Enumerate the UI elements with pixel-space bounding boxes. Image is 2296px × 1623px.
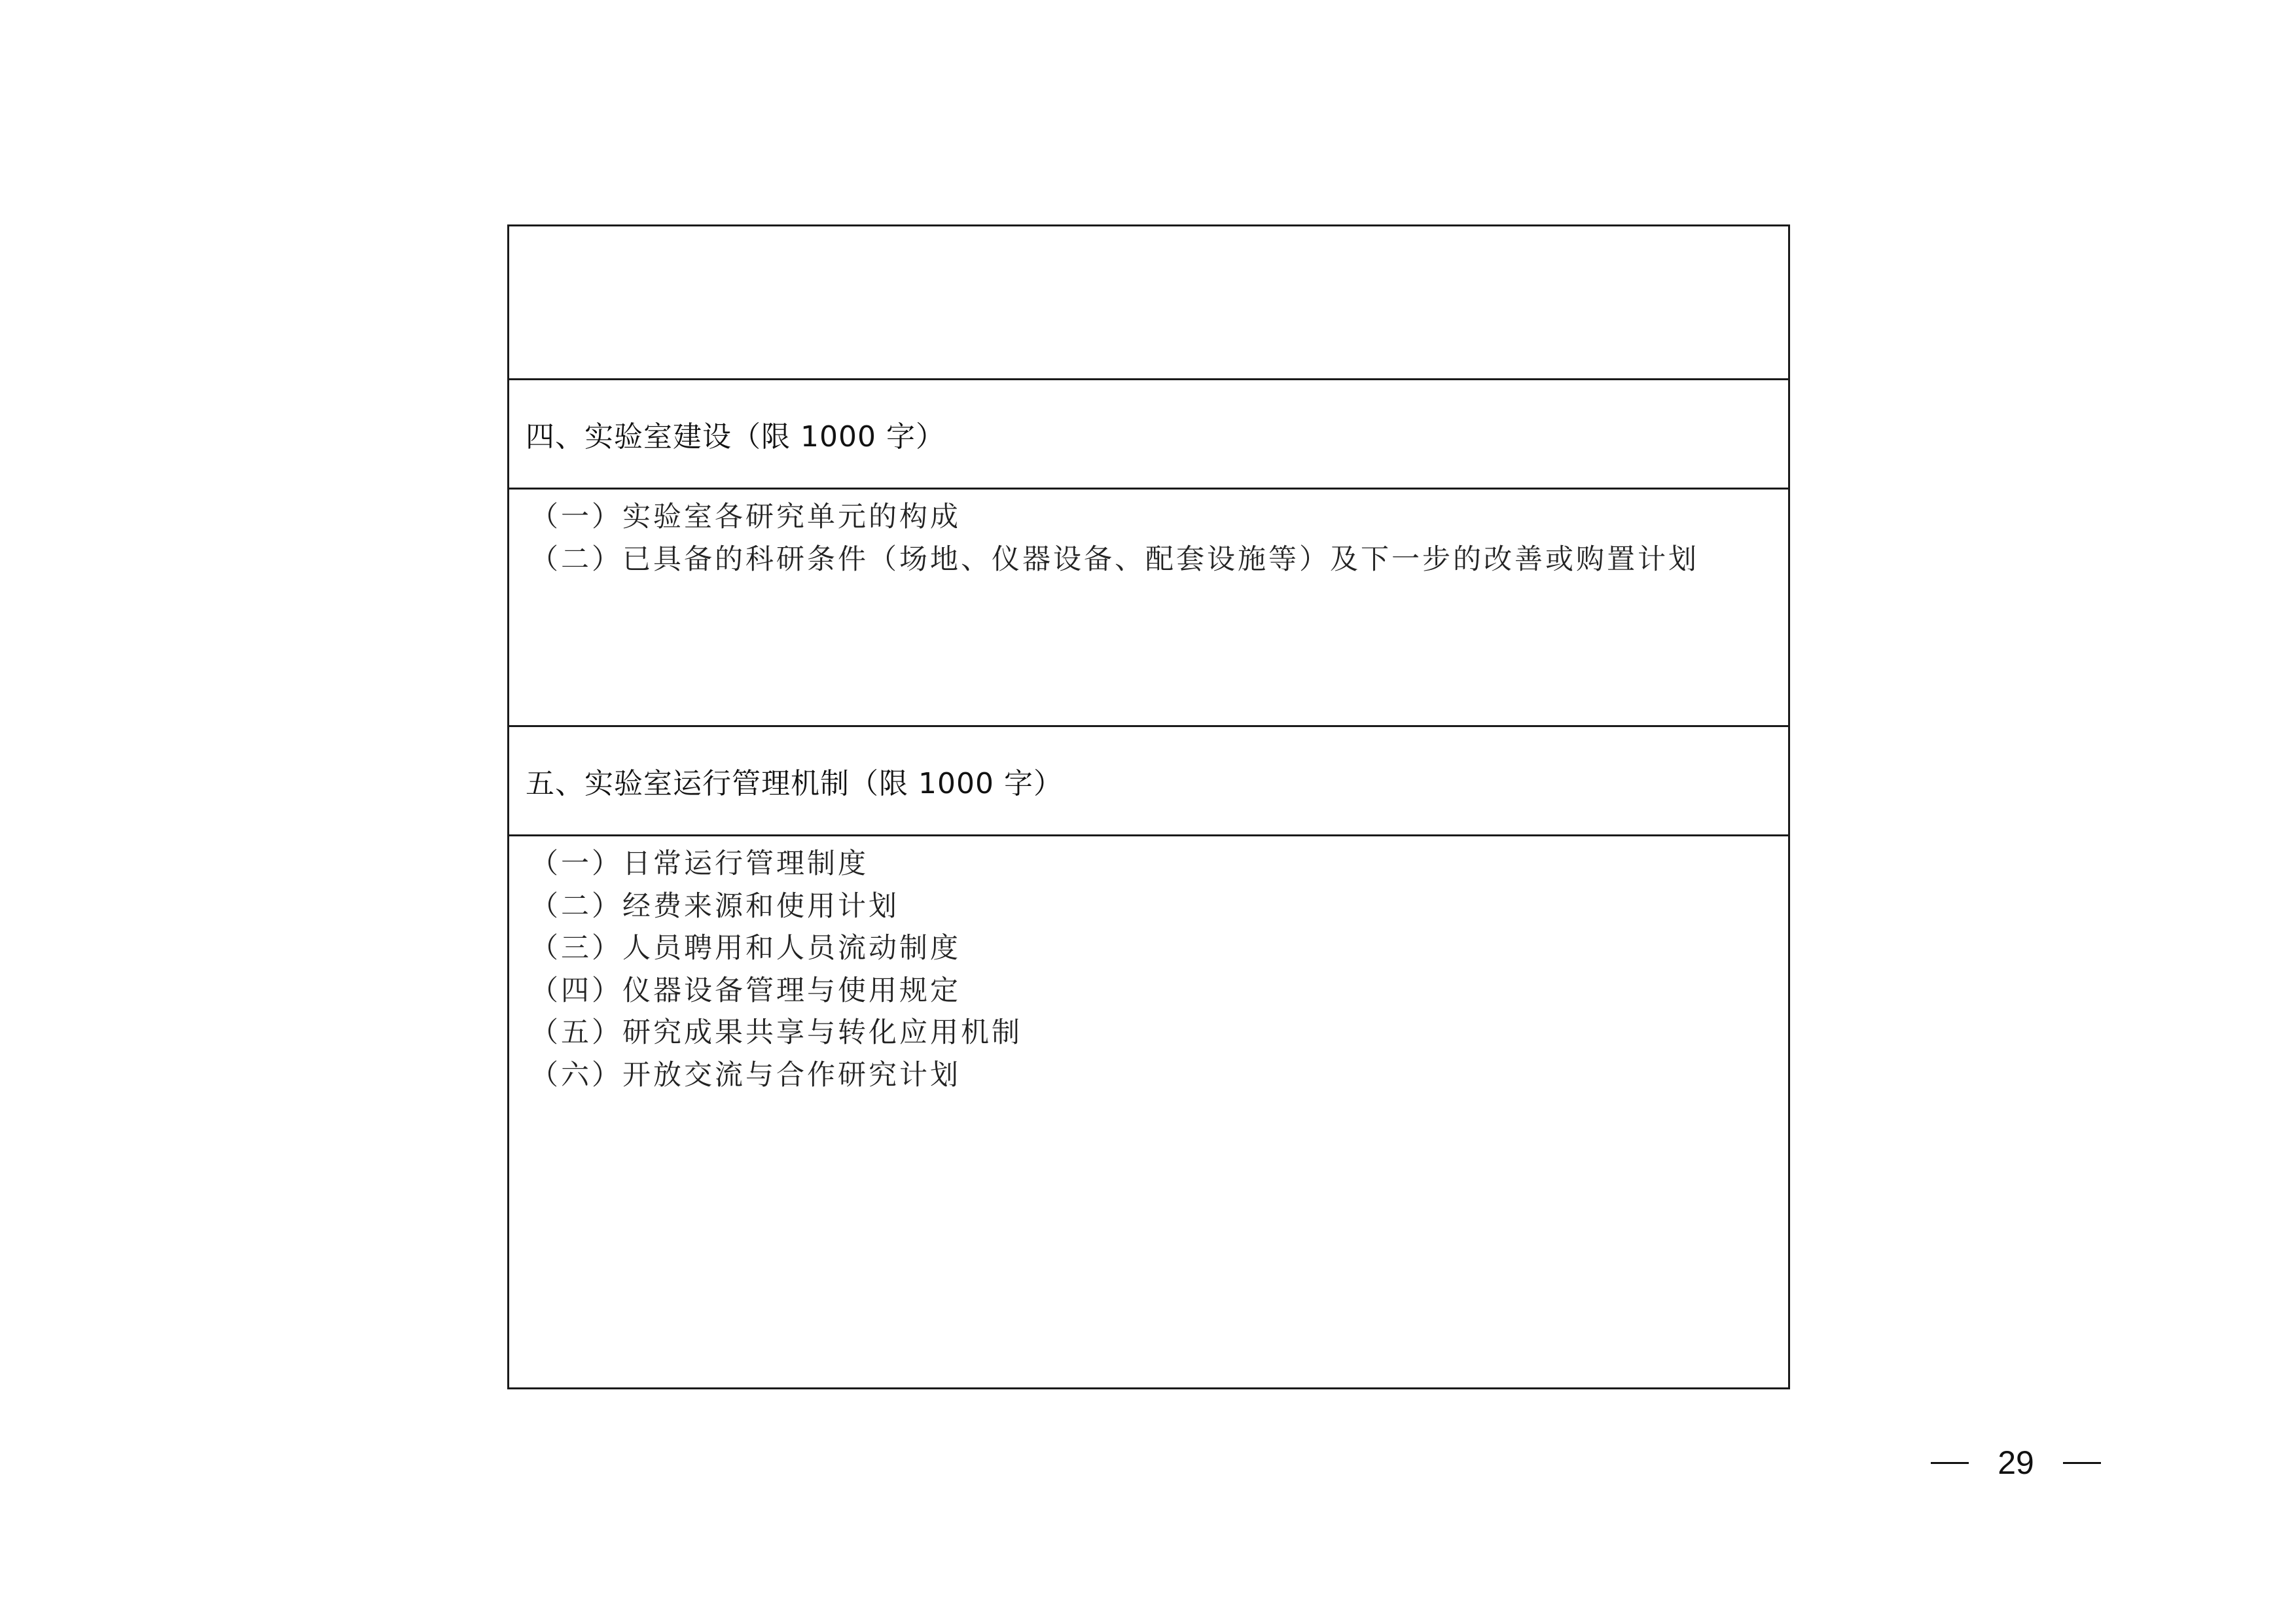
section-5-item: （五）研究成果共享与转化应用机制 <box>530 1016 1022 1049</box>
section-4-header-row <box>509 380 1788 490</box>
section-5-item: （三）人员聘用和人员流动制度 <box>530 932 961 965</box>
section-5-content-cell <box>509 836 1788 1389</box>
section-4-heading: 四、实验室建设（限 1000 字） <box>526 420 945 454</box>
section-5-header-row <box>509 727 1788 836</box>
section-5-item: （四）仪器设备管理与使用规定 <box>530 974 961 1007</box>
section-5-heading: 五、实验室运行管理机制（限 1000 字） <box>526 767 1063 800</box>
right-dash-decoration <box>2063 1462 2101 1464</box>
page-number-footer <box>1931 1436 2101 1489</box>
application-form-table <box>507 224 1790 1389</box>
previous-section-continuation <box>509 226 1788 380</box>
section-5-item: （二）经费来源和使用计划 <box>530 889 899 923</box>
section-5-item: （六）开放交流与合作研究计划 <box>530 1058 961 1092</box>
section-4-content-cell <box>509 490 1788 727</box>
section-5-item-list <box>530 843 1782 1096</box>
section-4-item: （二）已具备的科研条件（场地、仪器设备、配套设施等）及下一步的改善或购置计划 <box>530 543 1699 576</box>
section-4-item-list <box>530 496 1782 580</box>
section-5-item: （一）日常运行管理制度 <box>530 847 869 880</box>
section-4-item: （一）实验室各研究单元的构成 <box>530 501 961 533</box>
left-dash-decoration <box>1931 1462 1969 1464</box>
page-number: 29 <box>1998 1444 2034 1481</box>
